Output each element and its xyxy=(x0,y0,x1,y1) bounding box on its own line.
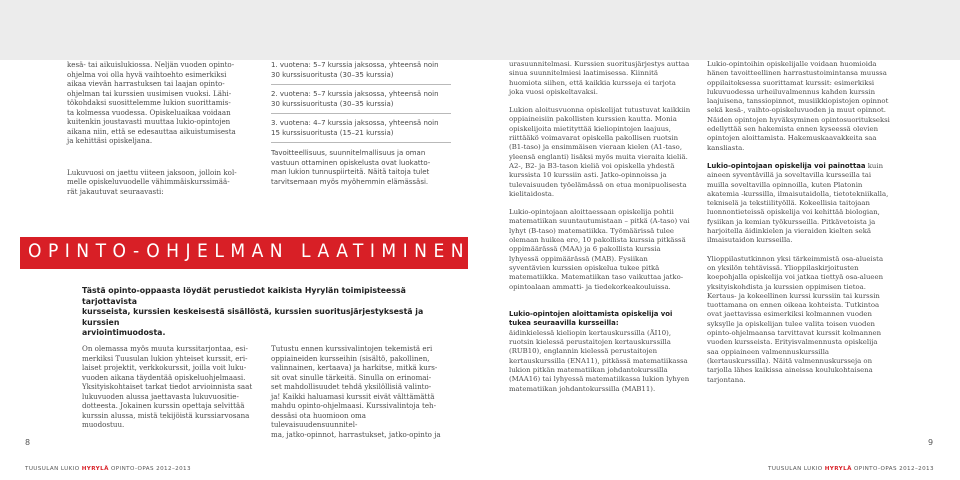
support-courses-text: äidinkielessä kieliopin kertauskurssilla (ÄI10), ruotsin kielessä perustaitojen kertauskurssilla (RUB10), englannin kielessä perustaitojen kertauskurssilla (ENA11), pitkässä matematiikassa lukion pitkän matematiikan johdantokurssilla (MAA16) tai lyhyessä matematiikassa lukion lyhyen matematiikan johdantokurssilla (MAB11). xyxy=(509,328,690,393)
course-load-list xyxy=(271,60,451,187)
section-headline-band xyxy=(20,237,470,269)
emphasis-paragraph xyxy=(707,162,891,246)
support-heading: Lukio-opintojen aloittamista opiskelija voi tukea seuraavilla kursseilla: xyxy=(509,310,673,328)
emphasis-heading: Lukio-opintojaan opiskelija voi painottaa xyxy=(707,161,866,170)
footer-school: TUUSULAN LUKIO xyxy=(768,466,825,472)
footer-brand: HYRYLÄ xyxy=(824,466,852,472)
right-column-1 xyxy=(509,60,691,394)
other-courses-paragraph: On olemassa myös muuta kurssitarjontaa, esi- merkiksi Tuusulan lukion yhteiset kurssit, eri- laiset projektit, verkkokurssit, joilla voit luku- vuoden aikana täydentää opiskeluohjelmaasi. Yksityiskohtaiset tarkat tiedot arvioinnista saat lukuvuoden alussa jaettavasta lukuvuositie- dotteesta. Jokainen kurssin opettaja selvittää kurssin alussa, mistä tekijöistä kurssiarvosana muodostuu. xyxy=(82,344,253,429)
footer-guide: OPINTO-OPAS 2012–2013 xyxy=(851,466,934,472)
right-column-2 xyxy=(707,60,891,385)
right-paragraph-4 xyxy=(509,301,691,394)
footer xyxy=(768,466,934,472)
list-item: 3. vuotena: 4–7 kurssia jaksossa, yhteensä noin 15 kurssisuoritusta (15–21 kurssia) xyxy=(271,118,451,143)
right-paragraph-1: urasuunnitelmasi. Kurssien suoritusjärjestys auttaa sinua suunnitelmiesi laatimisessa. Kiinnitä huomiota siihen, että kaikkia kursseja ei tarjota joka vuosi opiskeltavaksi. xyxy=(509,60,690,96)
page-number: 8 xyxy=(25,438,31,447)
intro-column xyxy=(67,60,247,196)
footer-brand: HYRYLÄ xyxy=(81,466,109,472)
bottom-left-column xyxy=(82,344,262,430)
course-selection-paragraph: Tutustu ennen kurssivalintojen tekemistä eri oppiaineiden kursseihin (sisältö, pakollinen, valinnainen, kertaava) ja harkitse, mitkä kurs- sit ovat sinulle tärkeitä. Sinulla on erinomai- set mahdollisuudet tehdä yksilöllisiä valinto- ja! Kaikki haluamasi kurssit eivät välttämättä mahdu opinto-ohjelmaasi. Kurssivalintoja teh- dessäsi ota huomioon oma tulevaisuudensuunnitel- ma, jatko-opinnot, harrastukset, jatko-opinto ja xyxy=(271,344,441,439)
section-headline: OPINTO-OHJELMAN LAATIMINEN xyxy=(28,240,471,262)
lead-paragraph: Tästä opinto-oppaasta löydät perustiedot kaikista Hyrylän toimipisteessä tarjottavista kursseista, kurssien keskeisestä sisällöstä, kurssien suoritusjärjestyksestä ja kurssien arviointimuodosta. xyxy=(82,286,424,337)
hobby-paragraph: Lukio-opintoihin opiskelijalle voidaan huomioida hänen tavoitteellinen harrastustoimintansa muussa oppilaitoksessa suorittamat kurssit: esimerkiksi lukuvuodessa urheiluvalmennus kahden kurssin laajuisena, tanssiopinnot, musiikkiopistojen opinnot sekä kesä-, vaihto-opiskeluvuoden ja muut opinnot. Näiden opintojen hyväksyminen opintosuoritukseksi edellyttää sen hakemista ennen kyseessä olevien opintojen aloittamista. Hakemuskaavakkeita saa kansliasta. xyxy=(707,60,890,152)
intro-paragraph-1: kesä- tai aikuislukiossa. Neljän vuoden opinto- ohjelma voi olla hyvä vaihtoehto esimerkiksi aikaa vievän harrastuksen tai laajan opinto- ohjelman tai kurssien uusimisen vuoksi. Lähi- tökohdaksi suosittelemme lukion suorittamis- ta kolmessa vuodessa. Opiskeluaikaa voidaan kuitenkin joustavasti muuttaa lukio-opintojen aikana niin, että se edesauttaa aikuistumisesta ja kehittäsi opiskeljana. xyxy=(67,60,236,145)
emphasis-body: kuin aineen syventävillä ja soveltavilla kursseilla tai muilla soveltavilla opinnoilla, kuten Platonin akatemia -kurssilla, ilmaisutaidolla, tietotekniikalla, tekniselä ja tekstiilityöllä. Kokeellisia taitojaan luonnontieteissä opiskelija voi kehittää biologian, fysiikan ja kemian työkursseilla. Pitkävetoista ja harjoitella äidinkielen ja vieraiden kielten sekä ilmaisutaidon kursseilla. xyxy=(707,161,889,245)
page-number: 9 xyxy=(928,438,934,447)
list-item: 2. vuotena: 5–7 kurssia jaksossa, yhteensä noin 30 kurssisuoritusta (30–35 kurssia) xyxy=(271,89,451,114)
footer xyxy=(25,466,191,472)
intro-paragraph-2: Lukuvuosi on jaettu viiteen jaksoon, jolloin kol- melle opiskeluvuodelle vähimmäiskurssimää- rät jakautuvat seuraavasti: xyxy=(67,167,237,196)
right-page xyxy=(480,0,960,480)
footer-school: TUUSULAN LUKIO xyxy=(25,466,82,472)
matriculation-paragraph: Ylioppilastutkinnon yksi tärkeimmistä osa-alueista on yksilön tehtävissä. Ylioppilaskirjoitusten koepohjalla opiskelija voi jatkaa tiettyä osa-alueen yksityiskohdista ja kurssien oppimisen tietoa. Kertaus- ja kokeellinen kurssi kurssiin tai kurssin tuottamana on ennen oikeaa kohteista. Tutkintoa ovat jaettavissa esimerkiksi kolmannen vuoden syksylle ja opiskelijan tulee valita toisen vuoden opinto-ohjelmaansa tarvittavat kurssit kolmannen vuoden kursseista. Erityisvalmennusta opiskelija saa oppiaineen valmennuskurssilla (kertauskurssilla). Näitä valmennuskursseja on tarjolla lähes kaikissa aineissa koulukohtaisena tarjontana. xyxy=(707,254,884,384)
right-paragraph-2: Lukion aloitusvuonna opiskelijat tutustuvat kaikkiin oppiaineisiin pakollisten kurssien kautta. Monia opiskelijoita mietityttää kieliopintojen laajuus, riittääkö voimavarat opiskella pakollisen ruotsin (B1-taso) ja ensimmäisen vieraan kielen (A1-taso, yleensä englanti) lisäksi myös muita vieraita kieliä. A2-, B2- ja B3-tason kieliä voi opiskella yhdestä kurssista 10 kurssiin asti. Jatko-opinnoissa ja tulevaisuuden työelämässä on etua monipuolisesta kielitaidosta. xyxy=(509,106,691,198)
list-item: 1. vuotena: 5–7 kurssia jaksossa, yhteensä noin 30 kurssisuoritusta (30–35 kurssia) xyxy=(271,60,451,85)
right-paragraph-3: Lukio-opintojaan aloittaessaan opiskelija pohtii matematiikan suuntautumistaan – pitkä (A-taso) vai lyhyt (B-taso) matematiikka. Työmäärissä tulee olemaan huikea ero, 10 pakollista kurssia pitkässä oppimäärässä (MAA) ja 6 pakollista kurssia lyhyessä oppimäärässä (MAB). Fysiikan syventävien kurssien opiskelua tukee pitkä matematiikka. Matematiikan taso vaikuttaa jatko-opintoalaan ammatti- ja tiedekorkeakouluissa. xyxy=(509,208,690,291)
footer-guide: OPINTO-OPAS 2012–2013 xyxy=(108,466,191,472)
goals-paragraph: Tavoitteellisuus, suunnitelmallisuus ja oman vastuun ottaminen opiskelusta ovat luokatto- man lukion tunnuspiirteitä. Näitä taitoja tulet tarvitsemaan myös myöhemmin elämässäsi. xyxy=(271,149,431,186)
bottom-right-column xyxy=(271,344,451,439)
